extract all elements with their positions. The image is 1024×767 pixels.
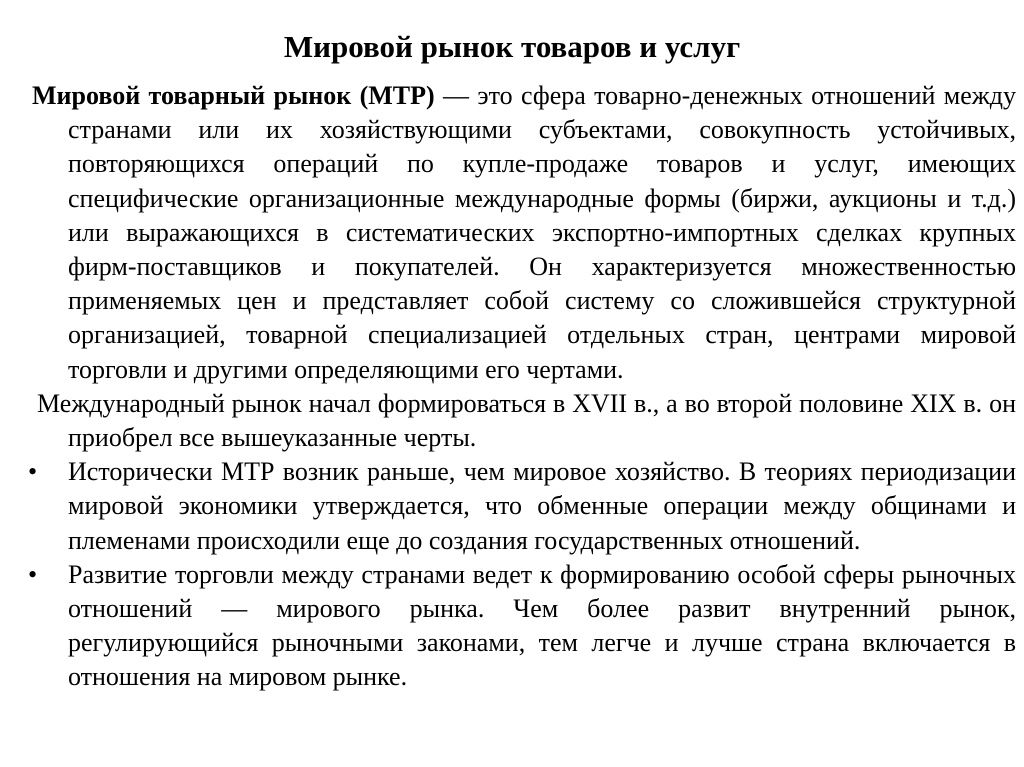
bullet-marker: •	[28, 559, 38, 589]
bullet-item-development	[28, 558, 1016, 695]
bullet-marker: •	[28, 457, 38, 487]
history-paragraph: Международный рынок начал формироваться в XVII в., а во второй половине XIX в. он приобрел все вышеуказанные черты.	[37, 388, 1016, 453]
bullet-item-history	[28, 455, 1016, 558]
slide-body	[28, 79, 1016, 695]
definition-paragraph	[32, 79, 1016, 387]
definition-text: — это сфера товарно-денежных отношений между странами или их хозяйствующими субъектами, совокупность устойчивых, повторяющихся операций по купле-продаже товаров и услуг, имеющих специфические организационные международные формы (биржи, аукционы и т.д.) или выражающихся в систематических экспортно-импортных сделках крупных фирм-поставщиков и покупателей. Он характеризуется множественностью применяемых цен и представляет собой систему со сложившейся структурной организацией, товарной специализацией отдельных стран, центрами мировой торговли и другими определяющими его чертами.	[68, 81, 1016, 384]
bullet-text: Исторически МТР возник раньше, чем мировое хозяйство. В теориях периодизации мировой экономики утверждается, что обменные операции между общинами и племенами происходили еще до создания государственных отношений.	[68, 457, 1016, 555]
definition-term: Мировой товарный рынок (МТР)	[32, 81, 435, 110]
slide-title: Мировой рынок товаров и услуг	[283, 29, 741, 64]
bullet-text: Развитие торговли между странами ведет к формированию особой сферы рыночных отношений — мирового рынка. Чем более развит внутренний рынок, регулирующийся рыночными законами, тем легче и лучше страна включается в отношения на мировом рынке.	[68, 559, 1016, 692]
